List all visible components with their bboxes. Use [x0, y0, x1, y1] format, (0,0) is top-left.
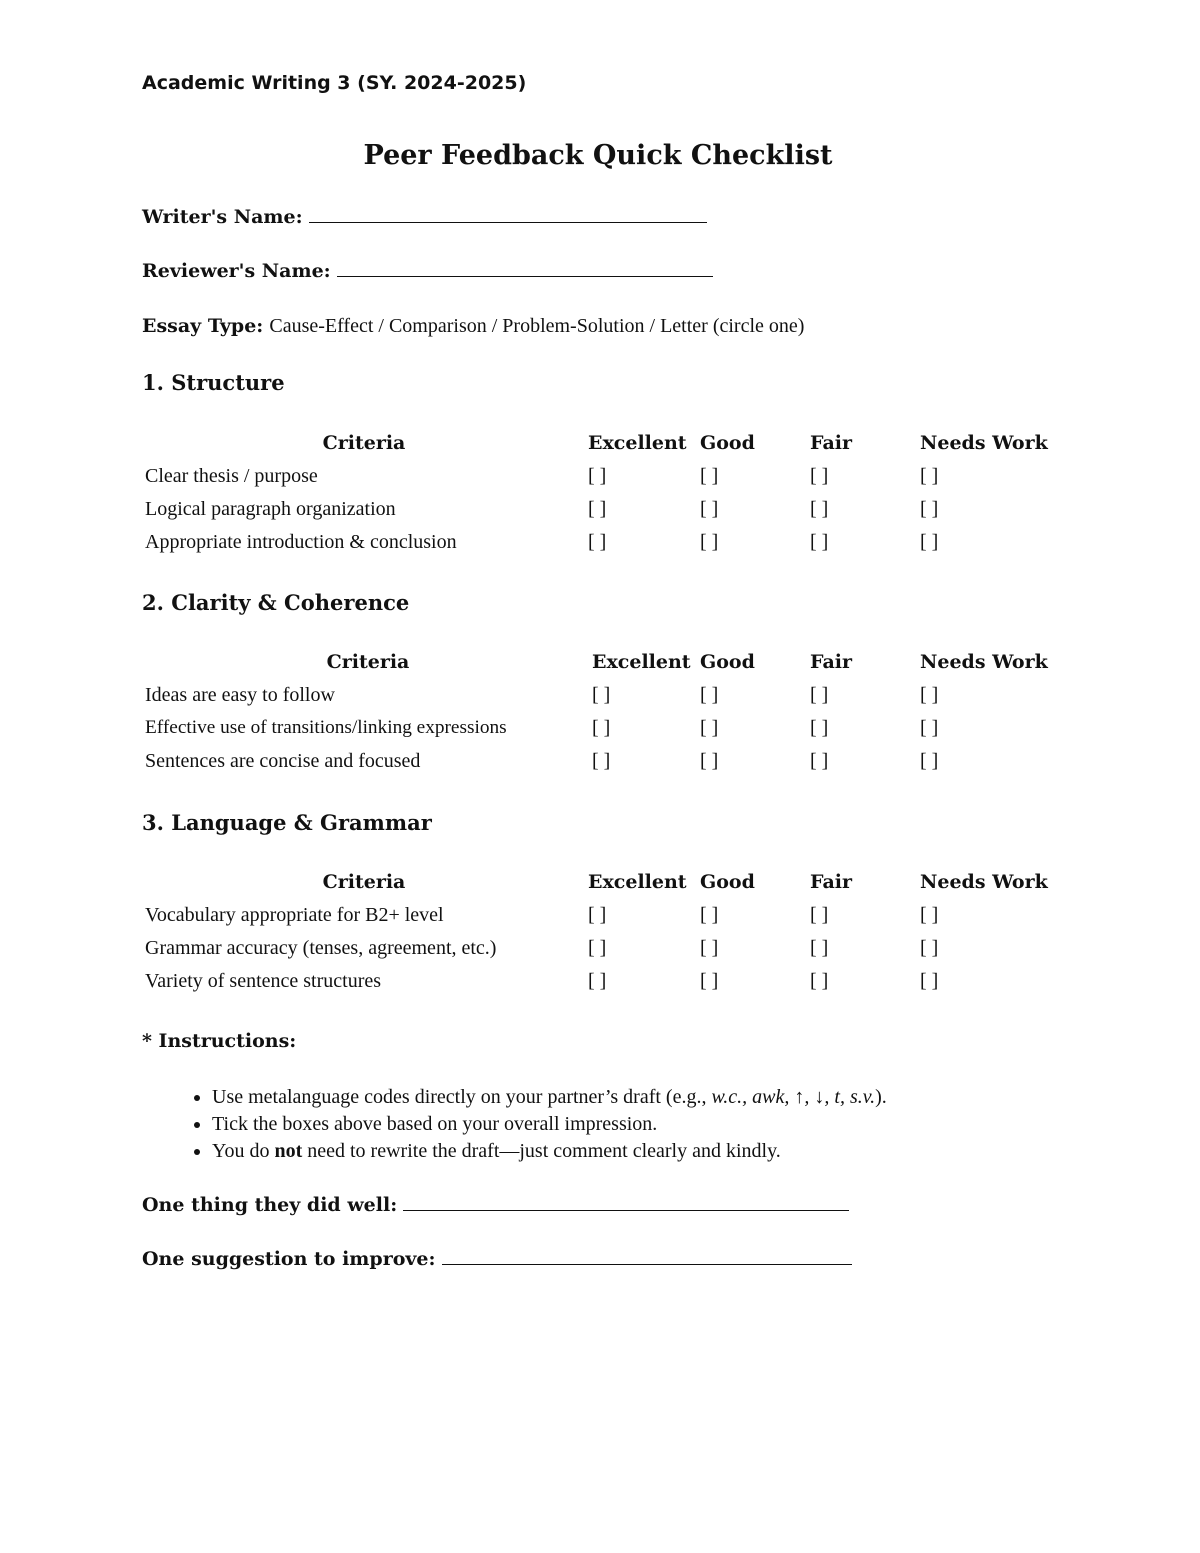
checkbox-excellent[interactable]: [ ] [592, 684, 611, 706]
checkbox-fair[interactable]: [ ] [810, 717, 829, 739]
writer-name-label: Writer's Name: [142, 206, 303, 228]
checkbox-good[interactable]: [ ] [700, 937, 719, 959]
table-row [142, 465, 1062, 498]
criteria-table-clarity [142, 651, 1062, 783]
table-row [142, 750, 1062, 783]
course-title: Academic Writing 3 (SY. 2024-2025) [142, 72, 527, 94]
criterion-label: Grammar accuracy (tenses, agreement, etc.) [145, 937, 497, 959]
checkbox-good[interactable]: [ ] [700, 750, 719, 772]
checkbox-excellent[interactable]: [ ] [588, 531, 607, 553]
table-header-row [142, 651, 1062, 684]
checkbox-good[interactable]: [ ] [700, 970, 719, 992]
did-well-label: One thing they did well: [142, 1194, 398, 1216]
checkbox-good[interactable]: [ ] [700, 465, 719, 487]
instruction-item [212, 1138, 887, 1165]
table-row [142, 684, 1062, 717]
essay-type-field [142, 315, 804, 338]
reviewer-name-blank[interactable] [337, 260, 713, 277]
fair-header: Fair [810, 432, 852, 454]
suggestion-field [142, 1248, 852, 1270]
checkbox-needs-work[interactable]: [ ] [920, 904, 939, 926]
checkbox-needs-work[interactable]: [ ] [920, 717, 939, 739]
checkbox-fair[interactable]: [ ] [810, 904, 829, 926]
checkbox-needs-work[interactable]: [ ] [920, 498, 939, 520]
checkbox-excellent[interactable]: [ ] [588, 970, 607, 992]
criteria-header: Criteria [322, 432, 406, 454]
reviewer-name-label: Reviewer's Name: [142, 260, 331, 282]
instruction-emphasis: not [274, 1140, 303, 1162]
checkbox-excellent[interactable]: [ ] [588, 904, 607, 926]
checkbox-fair[interactable]: [ ] [810, 937, 829, 959]
instructions-heading: * Instructions: [142, 1030, 297, 1052]
criterion-label: Effective use of transitions/linking expressions [145, 717, 507, 738]
criterion-label: Clear thesis / purpose [145, 465, 318, 487]
good-header: Good [700, 432, 755, 454]
section-heading-language: 3. Language & Grammar [142, 810, 432, 835]
checkbox-fair[interactable]: [ ] [810, 684, 829, 706]
instructions-list [174, 1084, 887, 1165]
instruction-text: ). [875, 1086, 887, 1108]
criterion-label: Vocabulary appropriate for B2+ level [145, 904, 444, 926]
needs-work-header: Needs Work [920, 651, 1048, 673]
table-header-row [142, 871, 1062, 904]
checkbox-good[interactable]: [ ] [700, 531, 719, 553]
essay-type-label: Essay Type: [142, 315, 264, 337]
table-row [142, 498, 1062, 531]
needs-work-header: Needs Work [920, 871, 1048, 893]
good-header: Good [700, 651, 755, 673]
reviewer-name-field [142, 260, 713, 282]
checkbox-good[interactable]: [ ] [700, 684, 719, 706]
checkbox-fair[interactable]: [ ] [810, 970, 829, 992]
writer-name-field [142, 206, 707, 228]
criteria-table-language [142, 871, 1062, 1003]
criterion-label: Sentences are concise and focused [145, 750, 421, 772]
instruction-text: need to rewrite the draft—just comment clearly and kindly. [302, 1140, 781, 1162]
checkbox-good[interactable]: [ ] [700, 904, 719, 926]
criterion-label: Ideas are easy to follow [145, 684, 335, 706]
metalanguage-codes: w.c., awk, ↑, ↓, t, s.v. [711, 1086, 876, 1108]
good-header: Good [700, 871, 755, 893]
writer-name-blank[interactable] [309, 206, 707, 223]
table-row [142, 531, 1062, 564]
checkbox-excellent[interactable]: [ ] [588, 465, 607, 487]
checkbox-good[interactable]: [ ] [700, 498, 719, 520]
checkbox-fair[interactable]: [ ] [810, 498, 829, 520]
criterion-label: Logical paragraph organization [145, 498, 396, 520]
instruction-text: You do [212, 1140, 275, 1162]
did-well-field [142, 1194, 849, 1216]
criteria-table-structure [142, 432, 1062, 564]
table-row [142, 717, 1062, 750]
checkbox-excellent[interactable]: [ ] [588, 937, 607, 959]
checkbox-fair[interactable]: [ ] [810, 531, 829, 553]
checkbox-good[interactable]: [ ] [700, 717, 719, 739]
suggestion-blank[interactable] [442, 1248, 852, 1265]
checkbox-fair[interactable]: [ ] [810, 465, 829, 487]
criterion-label: Variety of sentence structures [145, 970, 382, 992]
checkbox-needs-work[interactable]: [ ] [920, 750, 939, 772]
instruction-text: Use metalanguage codes directly on your partner’s draft (e.g., [212, 1086, 712, 1108]
checkbox-excellent[interactable]: [ ] [592, 750, 611, 772]
fair-header: Fair [810, 651, 852, 673]
instruction-text: Tick the boxes above based on your overall impression. [212, 1113, 658, 1135]
checkbox-fair[interactable]: [ ] [810, 750, 829, 772]
instruction-item [212, 1084, 887, 1111]
table-header-row [142, 432, 1062, 465]
checkbox-needs-work[interactable]: [ ] [920, 465, 939, 487]
table-row [142, 904, 1062, 937]
fair-header: Fair [810, 871, 852, 893]
section-heading-structure: 1. Structure [142, 370, 285, 395]
checkbox-excellent[interactable]: [ ] [588, 498, 607, 520]
table-row [142, 970, 1062, 1003]
excellent-header: Excellent [588, 432, 687, 454]
suggestion-label: One suggestion to improve: [142, 1248, 436, 1270]
section-heading-clarity: 2. Clarity & Coherence [142, 590, 410, 615]
checkbox-needs-work[interactable]: [ ] [920, 531, 939, 553]
criterion-label: Appropriate introduction & conclusion [145, 531, 457, 553]
needs-work-header: Needs Work [920, 432, 1048, 454]
criteria-header: Criteria [322, 871, 406, 893]
page-title: Peer Feedback Quick Checklist [363, 140, 833, 171]
excellent-header: Excellent [592, 651, 691, 673]
did-well-blank[interactable] [403, 1194, 849, 1211]
excellent-header: Excellent [588, 871, 687, 893]
checkbox-needs-work[interactable]: [ ] [920, 970, 939, 992]
checkbox-needs-work[interactable]: [ ] [920, 684, 939, 706]
table-row [142, 937, 1062, 970]
instruction-item [212, 1111, 887, 1138]
checkbox-excellent[interactable]: [ ] [592, 717, 611, 739]
essay-type-options: Cause-Effect / Comparison / Problem-Solution / Letter (circle one) [269, 315, 805, 337]
criteria-header: Criteria [326, 651, 410, 673]
checkbox-needs-work[interactable]: [ ] [920, 937, 939, 959]
